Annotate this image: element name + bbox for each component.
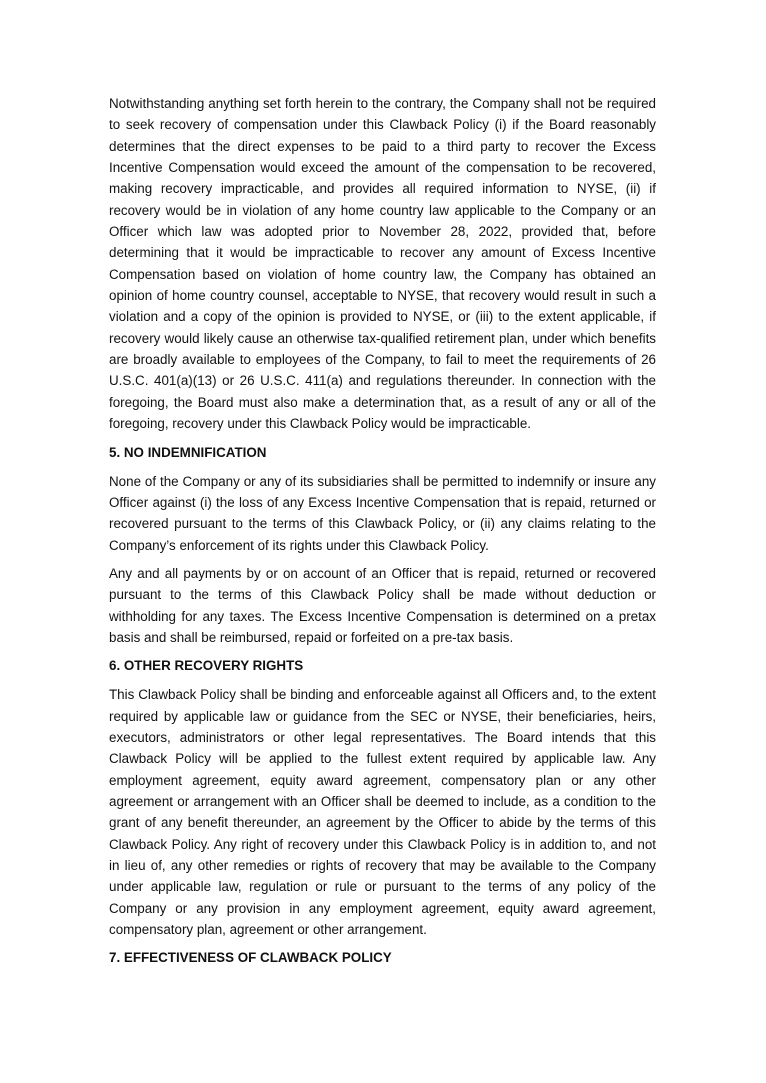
- paragraph-payments-taxes: Any and all payments by or on account of an Officer that is repaid, returned or recovered pursuant to the terms of this Clawback Policy shall be made without deduction or withholding for any taxes. The Excess Incentive Compensation is determined on a pretax basis and shall be reimbursed, repaid or forfeited on a pre-tax basis.: [109, 565, 656, 645]
- section-heading-effectiveness: 7. EFFECTIVENESS OF CLAWBACK POLICY: [109, 950, 392, 966]
- document-page: [109, 93, 656, 976]
- section-heading-no-indemnification: 5. NO INDEMNIFICATION: [109, 444, 267, 460]
- paragraph-indemnification: None of the Company or any of its subsidiaries shall be permitted to indemnify or insure any Officer against (i) the loss of any Excess Incentive Compensation that is repaid, returned or recovered pursuant to the terms of this Clawback Policy, or (ii) any claims relating to the Company’s enforcement of its rights under this Clawback Policy.: [109, 473, 656, 553]
- section-heading-other-recovery-rights: 6. OTHER RECOVERY RIGHTS: [109, 658, 304, 674]
- paragraph-other-recovery-rights: This Clawback Policy shall be binding and enforceable against all Officers and, to the extent required by applicable law or guidance from the SEC or NYSE, their beneficiaries, heirs, executors, administrators or other legal representatives. The Board intends that this Clawback Policy will be applied to the fullest extent required by applicable law. Any employment agreement, equity award agreement, compensatory plan or any other agreement or arrangement with an Officer shall be deemed to include, as a condition to the grant of any benefit thereunder, an agreement by the Officer to abide by the terms of this Clawback Policy. Any right of recovery under this Clawback Policy is in addition to, and not in lieu of, any other remedies or rights of recovery that may be available to the Company under applicable law, regulation or rule or pursuant to the terms of any policy of the Company or any provision in any employment agreement, equity award agreement, compensatory plan, agreement or other arrangement.: [109, 687, 656, 938]
- paragraph-impracticability: Notwithstanding anything set forth herein to the contrary, the Company shall not be required to seek recovery of compensation under this Clawback Policy (i) if the Board reasonably determines that the direct expenses to be paid to a third party to recover the Excess Incentive Compensation would exceed the amount of the compensation to be recovered, making recovery impracticable, and provides all required information to NYSE, (ii) if recovery would be in violation of any home country law applicable to the Company or an Officer which law was adopted prior to November 28, 2022, provided that, before determining that it would be impracticable to recover any amount of Excess Incentive Compensation based on violation of home country law, the Company has obtained an opinion of home country counsel, acceptable to NYSE, that recovery would result in such a violation and a copy of the opinion is provided to NYSE, or (iii) to the extent applicable, if recovery would likely cause an otherwise tax-qualified retirement plan, under which benefits are broadly available to employees of the Company, to fail to meet the requirements of 26 U.S.C. 401(a)(13) or 26 U.S.C. 411(a) and regulations thereunder. In connection with the foregoing, the Board must also make a determination that, as a result of any or all of the foregoing, recovery under this Clawback Policy would be impracticable.: [109, 96, 656, 432]
